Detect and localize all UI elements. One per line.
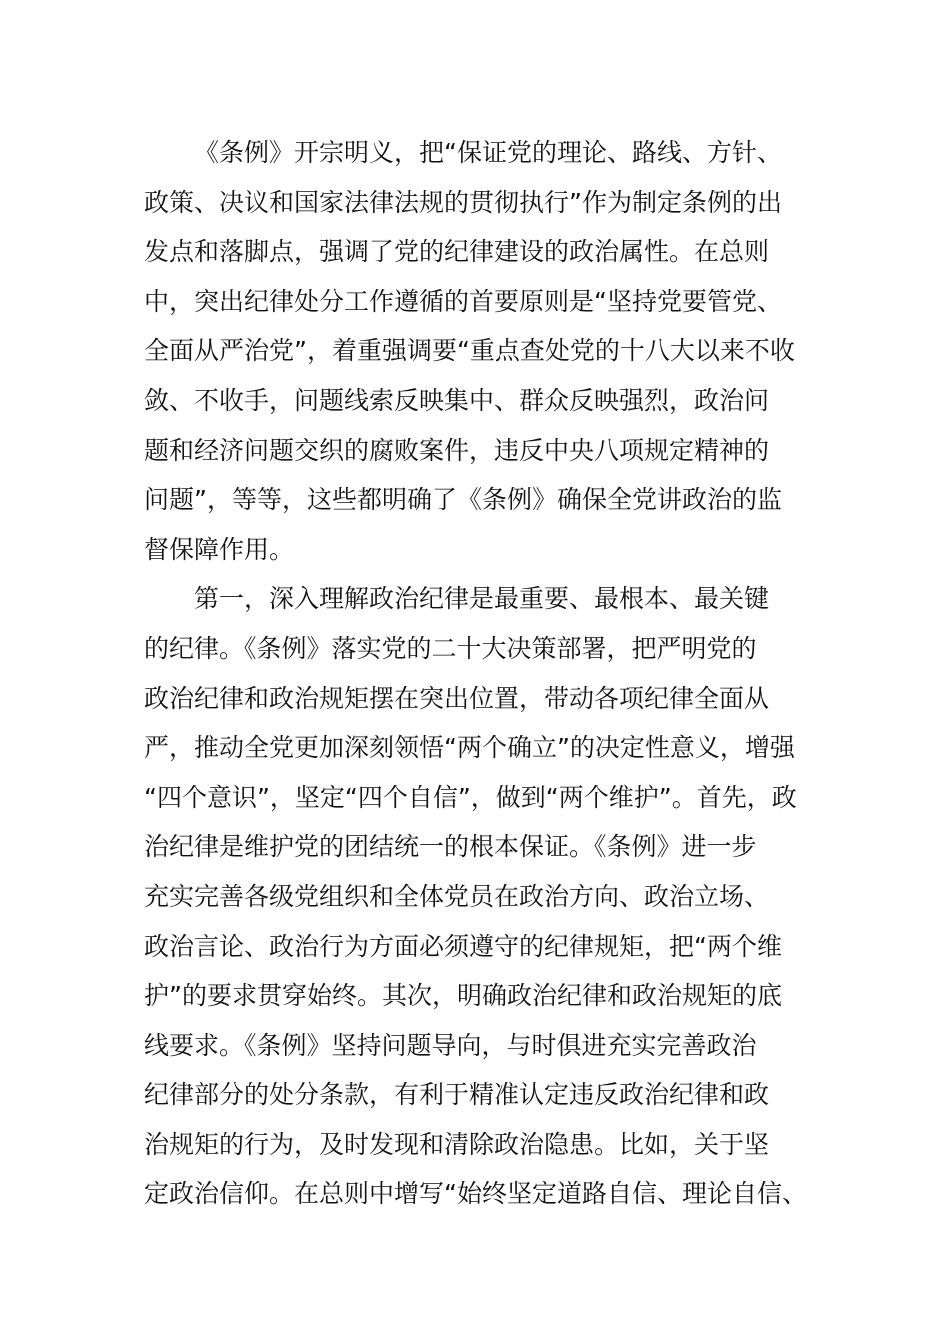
text-line: 敛、不收手，问题线索反映集中、群众反映强烈，政治问: [144, 385, 770, 415]
text-line: 全面从严治党”，着重强调要“重点查处党的十八大以来不收: [144, 336, 795, 366]
paragraph-1: [144, 128, 820, 574]
text-line: 中，突出纪律处分工作遵循的首要原则是“坚持党要管党、: [144, 286, 782, 316]
text-line: 发点和落脚点，强调了党的纪律建设的政治属性。在总则: [144, 237, 770, 267]
text-line: 政治言论、政治行为方面必须遵守的纪律规矩，把“两个维: [144, 931, 782, 961]
text-line: 充实完善各级党组织和全体党员在政治方向、政治立场、: [144, 881, 770, 911]
text-line: “四个意识”，坚定“四个自信”，做到“两个维护”。首先，政: [144, 782, 797, 812]
text-line: 第一，深入理解政治纪律是最重要、最根本、最关键: [194, 584, 770, 614]
text-line: 纪律部分的处分条款，有利于精准认定违反政治纪律和政: [144, 1080, 770, 1110]
text-line: 护”的要求贯穿始终。其次，明确政治纪律和政治规矩的底: [144, 981, 782, 1011]
text-line: 问题”，等等，这些都明确了《条例》确保全党讲政治的监: [144, 485, 782, 515]
text-line: 线要求。《条例》坚持问题导向，与时俱进充实完善政治: [144, 1030, 757, 1060]
text-line: 治规矩的行为，及时发现和清除政治隐患。比如，关于坚: [144, 1129, 770, 1159]
text-line: 政治纪律和政治规矩摆在突出位置，带动各项纪律全面从: [144, 683, 770, 713]
document-body: [144, 128, 820, 1219]
text-line: 题和经济问题交织的腐败案件，违反中央八项规定精神的: [144, 435, 770, 465]
text-line: 严，推动全党更加深刻领悟“两个确立”的决定性意义，增强: [144, 733, 795, 763]
text-line: 《条例》开宗明义，把“保证党的理论、路线、方针、: [194, 138, 782, 167]
text-line: 督保障作用。: [144, 534, 295, 564]
text-line: 定政治信仰。在总则中增写“始终坚定道路自信、理论自信、: [144, 1179, 807, 1209]
text-line: 的纪律。《条例》落实党的二十大决策部署，把严明党的: [144, 633, 757, 663]
paragraph-2: [144, 574, 820, 1219]
text-line: 政策、决议和国家法律法规的贯彻执行”作为制定条例的出: [144, 187, 782, 217]
text-line: 治纪律是维护党的团结统一的根本保证。《条例》进一步: [144, 832, 757, 862]
